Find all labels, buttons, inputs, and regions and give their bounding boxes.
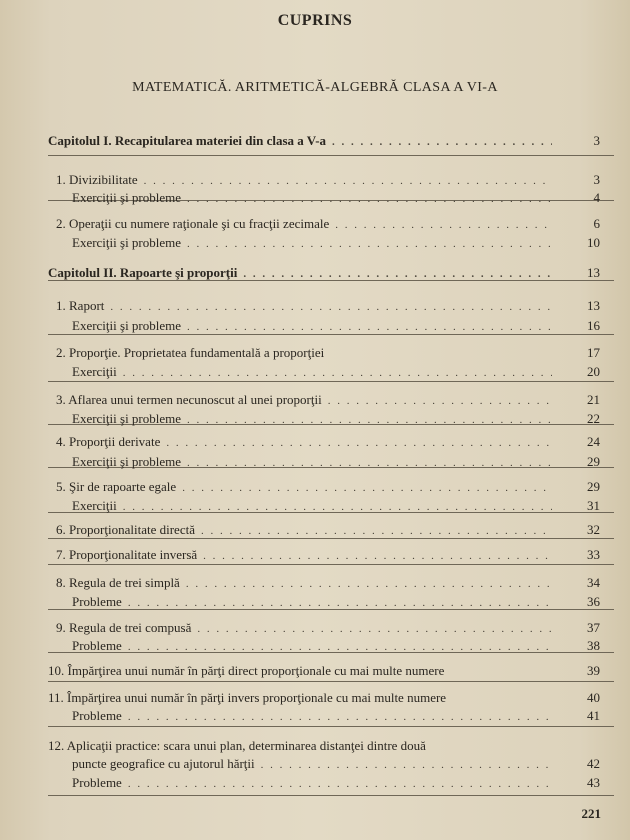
toc-entry-text: Capitolul II. Rapoarte şi proporţii [48, 265, 238, 280]
toc-entry-subline [72, 235, 556, 251]
toc-entry-text: 12. Aplicaţii practice: scara unui plan, determinarea distanţei dintre două [48, 738, 426, 753]
dot-leader [186, 578, 552, 590]
toc-entry-title [56, 547, 556, 563]
toc-entry-subline [72, 190, 556, 206]
toc-entry-title [56, 345, 556, 361]
toc-entry-title [56, 522, 556, 538]
toc-page-number: 21 [587, 392, 600, 407]
toc-entry-text: 4. Proporţii derivate [56, 434, 161, 449]
entry-separator [48, 726, 614, 727]
toc-entry-subline [72, 318, 556, 334]
toc-page-number: 13 [587, 298, 600, 313]
toc-page-number: 33 [587, 547, 600, 562]
toc-page-number: 24 [587, 434, 600, 449]
toc-page-number: 17 [587, 345, 600, 360]
toc-page-number: 41 [587, 708, 600, 723]
entry-separator [48, 795, 614, 796]
toc-entry-text: 8. Regula de trei simplă [56, 575, 180, 590]
toc-entry-subline [72, 594, 556, 610]
toc-entry-title [48, 663, 556, 679]
toc-entry-title [48, 690, 556, 706]
toc-entry-text: Probleme [72, 775, 122, 790]
toc-entry-subline [72, 708, 556, 724]
toc-page-number: 3 [593, 133, 600, 148]
toc-entry-text: Exerciţii [72, 364, 117, 379]
toc-page-number: 38 [587, 638, 600, 653]
entry-separator [48, 155, 614, 156]
dot-leader [144, 175, 552, 187]
dot-leader [187, 193, 552, 205]
dot-leader [187, 457, 552, 469]
toc-page-number: 36 [587, 594, 600, 609]
section-subtitle: MATEMATICĂ. ARITMETICĂ-ALGEBRĂ CLASA A VI-A [132, 80, 498, 95]
toc-page-number: 4 [593, 190, 600, 205]
entry-separator [48, 538, 614, 539]
dot-leader [243, 268, 552, 280]
chapter-heading [48, 133, 556, 149]
toc-page-number: 31 [587, 498, 600, 513]
toc-entry-subline [72, 756, 556, 772]
toc-entry-title [56, 620, 556, 636]
toc-page-number: 43 [587, 775, 600, 790]
toc-page-number: 39 [587, 663, 600, 678]
dot-leader [187, 414, 552, 426]
entry-separator [48, 681, 614, 682]
toc-page-number: 13 [587, 265, 600, 280]
dot-leader [110, 301, 552, 313]
page-title: CUPRINS [277, 12, 353, 29]
toc-entry-text: 1. Raport [56, 298, 105, 313]
toc-entry-text: Exerciţii şi probleme [72, 318, 182, 333]
toc-entry-subline [72, 411, 556, 427]
toc-entry-subline [72, 638, 556, 654]
entry-separator [48, 564, 614, 565]
dot-leader [203, 550, 552, 562]
toc-entry-subline [72, 498, 556, 514]
toc-page-number: 42 [587, 756, 600, 771]
toc-entry-title [56, 392, 556, 408]
dot-leader [128, 711, 552, 723]
dot-leader [128, 641, 552, 653]
dot-leader [201, 525, 552, 537]
toc-page-number: 3 [593, 172, 600, 187]
toc-page-number: 22 [587, 411, 600, 426]
toc-entry-text: 9. Regula de trei compusă [56, 620, 192, 635]
toc-page-number: 20 [587, 364, 600, 379]
toc-page-number: 6 [593, 216, 600, 231]
toc-entry-title [56, 575, 556, 591]
toc-entry-title [56, 298, 556, 314]
toc-entry-text: 1. Divizibilitate [56, 172, 138, 187]
toc-page-number: 10 [587, 235, 600, 250]
dot-leader [332, 136, 552, 148]
toc-page-number: 40 [587, 690, 600, 705]
toc-entry-text: 2. Proporţie. Proprietatea fundamentală a proporţiei [56, 345, 325, 360]
dot-leader [261, 759, 552, 771]
toc-entry-title [56, 172, 556, 188]
toc-entry-title [56, 216, 556, 232]
toc-entry-subline [72, 364, 556, 380]
dot-leader [182, 482, 552, 494]
toc-entry-title [56, 434, 556, 450]
dot-leader [187, 321, 552, 333]
dot-leader [123, 367, 552, 379]
toc-entry-text: 10. Împărţirea unui număr în părţi direct proporţionale cu mai multe numere [48, 663, 445, 678]
dot-leader [123, 501, 552, 513]
toc-entry-subline [72, 454, 556, 470]
chapter-heading [48, 265, 556, 281]
toc-entry-text: Probleme [72, 594, 122, 609]
toc-page-number: 37 [587, 620, 600, 635]
toc-entry-text: 11. Împărţirea unui număr în părţi invers proporţionale cu mai multe numere [48, 690, 447, 705]
toc-entry-text: 7. Proporţionalitate inversă [56, 547, 198, 562]
toc-entry-subline [72, 775, 556, 791]
dot-leader [328, 395, 552, 407]
toc-page-number: 16 [587, 318, 600, 333]
toc-entry-text: Exerciţii [72, 498, 117, 513]
toc-entry-title [48, 738, 556, 754]
toc-entry-text: Exerciţii şi probleme [72, 454, 182, 469]
toc-entry-text: Exerciţii şi probleme [72, 190, 182, 205]
toc-entry-text: Exerciţii şi probleme [72, 411, 182, 426]
toc-page-number: 34 [587, 575, 600, 590]
dot-leader [197, 623, 552, 635]
page-number: 221 [581, 806, 601, 821]
dot-leader [166, 437, 552, 449]
toc-page-number: 32 [587, 522, 600, 537]
dot-leader [335, 219, 552, 231]
toc-entry-title [56, 479, 556, 495]
dot-leader [187, 238, 552, 250]
toc-entry-text: Exerciţii şi probleme [72, 235, 182, 250]
entry-separator [48, 381, 614, 382]
toc-entry-text: Probleme [72, 638, 122, 653]
toc-page-number: 29 [587, 454, 600, 469]
toc-entry-text: puncte geografice cu ajutorul hărţii [72, 756, 255, 771]
entry-separator [48, 334, 614, 335]
dot-leader [128, 597, 552, 609]
toc-entry-text: 3. Aflarea unui termen necunoscut al unei proporţii [56, 392, 322, 407]
toc-entry-text: 5. Şir de rapoarte egale [56, 479, 177, 494]
toc-entry-text: Capitolul I. Recapitularea materiei din clasa a V-a [48, 133, 327, 148]
toc-entry-text: 6. Proporţionalitate directă [56, 522, 195, 537]
toc-entry-text: Probleme [72, 708, 122, 723]
dot-leader [128, 778, 552, 790]
toc-page-number: 29 [587, 479, 600, 494]
toc-entry-text: 2. Operaţii cu numere raţionale şi cu fracţii zecimale [56, 216, 330, 231]
